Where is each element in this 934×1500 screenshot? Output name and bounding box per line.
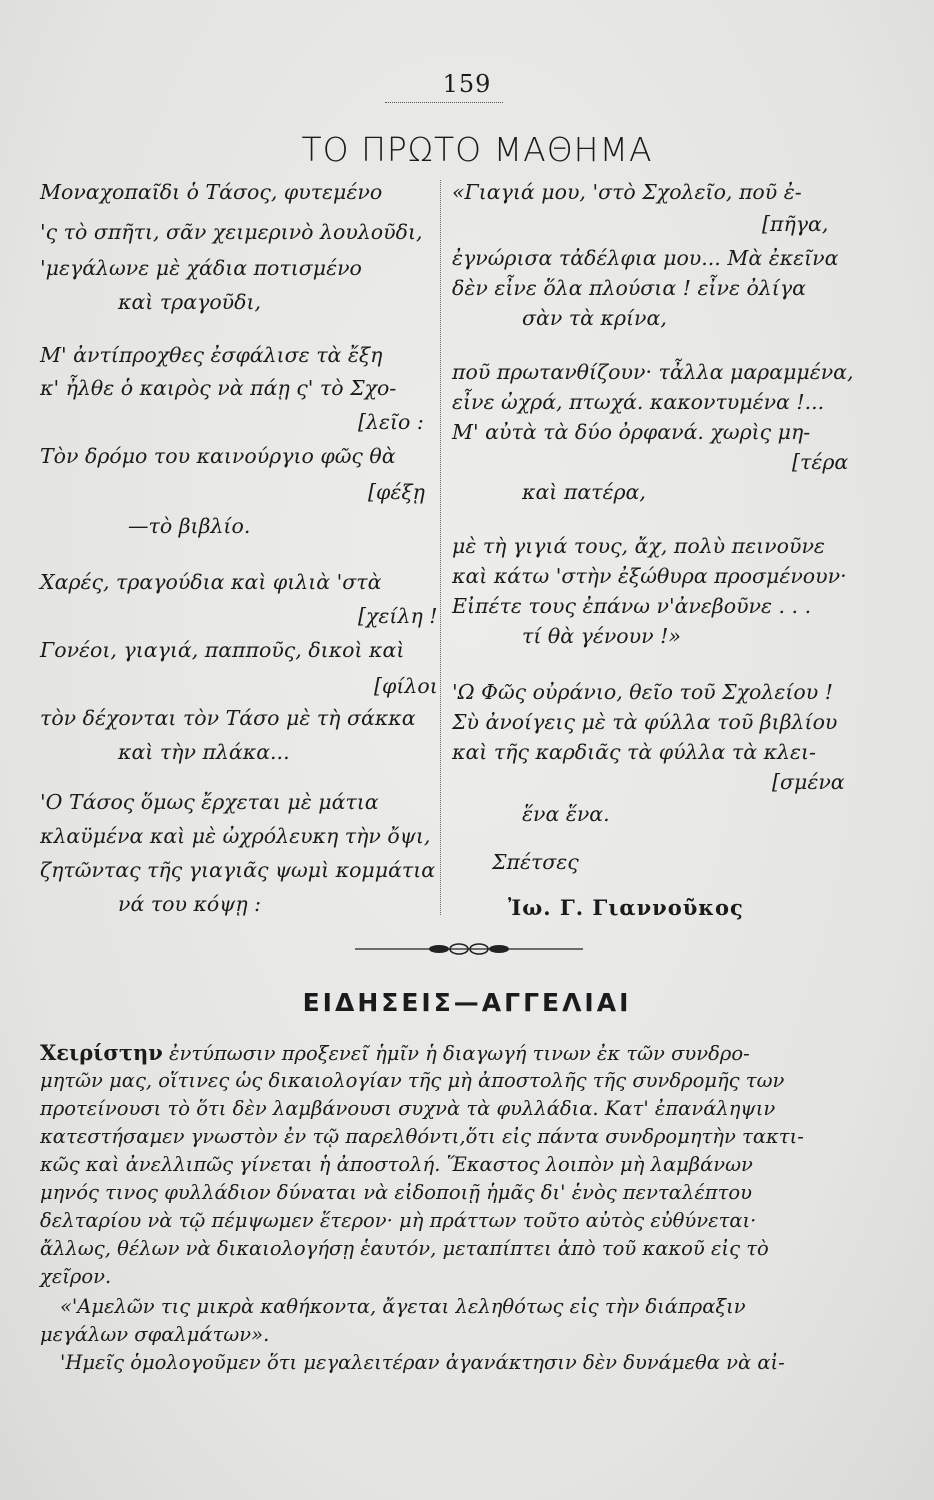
poem-line: ποῦ πρωτανθίζουν· τἆλλα μαραμμένα,: [452, 360, 854, 384]
poem-line: ζητῶντας τῆς γιαγιᾶς ψωμὶ κομμάτια: [40, 858, 436, 882]
poem-line: τί θὰ γένουν !»: [522, 624, 681, 648]
news-line: δελταρίου νὰ τῷ πέμψωμεν ἕτερον· μὴ πράττων τοῦτο αὐτὸς εὐθύνεται·: [40, 1209, 757, 1232]
poem-line: [σμένα: [772, 770, 845, 794]
news-line: μεγάλων σφαλμάτων».: [40, 1323, 270, 1346]
poem-signature: Ἰω. Γ. Γιαννοῦκος: [508, 895, 744, 920]
poem-line: [τέρα: [792, 450, 849, 474]
poem-line: Τὸν δρόμο του καινούργιο φῶς θὰ: [40, 444, 396, 468]
poem-line: Γονέοι, γιαγιά, παπποῦς, δικοὶ καὶ: [40, 638, 405, 662]
poem-line: μὲ τὴ γιγιά τους, ἄχ, πολὺ πεινοῦνε: [452, 534, 825, 558]
news-line: «'Αμελῶν τις μικρὰ καθήκοντα, ἄγεται λεληθότως εἰς τὴν διάπραξιν: [60, 1295, 746, 1318]
poem-line: καὶ τραγοῦδι,: [118, 290, 262, 314]
poem-line: εἶνε ὠχρά, πτωχά. κακοντυμένα !...: [452, 390, 825, 414]
news-lead-word: Χειρίστην: [40, 1040, 163, 1065]
poem-line: Χαρές, τραγούδια καὶ φιλιὰ 'στὰ: [40, 570, 382, 594]
poem-line: Εἰπέτε τους ἐπάνω ν'ἀνεβοῦνε . . .: [452, 594, 812, 618]
poem-line: καὶ τὴν πλάκα...: [118, 740, 290, 764]
poem-left-column: [40, 178, 438, 918]
poem-line: καὶ πατέρα,: [522, 480, 646, 504]
poem-line: ἕνα ἕνα.: [522, 802, 610, 826]
poem-line: [φίλοι: [374, 674, 438, 698]
news-body: [40, 1040, 890, 1430]
news-line: [40, 1040, 750, 1067]
poem-line: [χείλη !: [358, 604, 438, 628]
news-line: κῶς καὶ ἀνελλιπῶς γίνεται ἡ ἀποστολή. Ἕκαστος λοιπὸν μὴ λαμβάνων: [40, 1153, 753, 1176]
news-line: 'Ημεῖς ὁμολογοῦμεν ὅτι μεγαλειτέραν ἀγανάκτησιν δὲν δυνάμεθα νὰ αἰ-: [60, 1351, 785, 1374]
news-line-text: ἐντύπωσιν προξενεῖ ἡμῖν ἡ διαγωγή τινων ἐκ τῶν συνδρο-: [169, 1042, 750, 1065]
poem-line: σὰν τὰ κρίνα,: [522, 306, 667, 330]
news-line: μητῶν μας, οἵτινες ὡς δικαιολογίαν τῆς μὴ ἀποστολῆς τῆς συνδρομῆς των: [40, 1069, 785, 1092]
column-divider: [440, 180, 441, 915]
poem-line: Σὺ ἀνοίγεις μὲ τὰ φύλλα τοῦ βιβλίου: [452, 710, 838, 734]
news-line: χεῖρον.: [40, 1265, 112, 1288]
poem-line: [λεῖο :: [358, 410, 424, 434]
poem-title: ΤΟ ΠΡΩΤΟ ΜΑΘΗΜΑ: [301, 130, 653, 169]
poem-line: καὶ κάτω 'στὴν ἐξώθυρα προσμένουν·: [452, 564, 847, 588]
poem-line: δὲν εἶνε ὅλα πλούσια ! εἶνε ὀλίγα: [452, 276, 806, 300]
poem-line: κλαϋμένα καὶ μὲ ὠχρόλευκη τὴν ὄψι,: [40, 824, 431, 848]
poem-line: «Γιαγιά μου, 'στὸ Σχολεῖο, ποῦ ἐ-: [452, 180, 802, 204]
poem-line: 'Ω Φῶς οὐράνιο, θεῖο τοῦ Σχολείου !: [452, 680, 833, 704]
poem-location: Σπέτσες: [492, 850, 579, 874]
poem-line: 'ς τὸ σπῆτι, σᾶν χειμερινὸ λουλοῦδι,: [40, 220, 423, 244]
page-number: 159: [442, 70, 492, 98]
news-line: κατεστήσαμεν γνωστὸν ἐν τῷ παρελθόντι,ὅτι εἰς πάντα συνδρομητὴν τακτι-: [40, 1125, 804, 1148]
poem-line: —τὸ βιβλίο.: [128, 514, 251, 538]
poem-line: Μ' ἀντίπροχθες ἐσφάλισε τὰ ἔξη: [40, 343, 383, 367]
news-line: ἄλλως, θέλων νὰ δικαιολογήσῃ ἑαυτόν, μεταπίπτει ἀπὸ τοῦ κακοῦ εἰς τὸ: [40, 1237, 769, 1260]
news-section-title: ΕΙΔΗΣΕΙΣ—ΑΓΓΕΛΙΑΙ: [302, 988, 632, 1017]
poem-line: [πῆγα,: [762, 212, 829, 236]
poem-line: κ' ἦλθε ὁ καιρὸς νὰ πάῃ ς' τὸ Σχο-: [40, 376, 397, 400]
poem-line: ἐγνώρισα τἀδέλφια μου... Μὰ ἐκεῖνα: [452, 246, 839, 270]
poem-line: Μοναχοπαῖδι ὁ Τάσος, φυτεμένο: [40, 180, 383, 204]
poem-line: 'Ο Τάσος ὅμως ἔρχεται μὲ μάτια: [40, 790, 379, 814]
poem-line: νά του κόψῃ :: [118, 892, 262, 916]
news-line: μηνός τινος φυλλάδιον δύναται νὰ εἰδοποιῇ ἡμᾶς δι' ἑνὸς πενταλέπτου: [40, 1181, 752, 1204]
divider-ornament: [355, 942, 583, 956]
poem-line: Μ' αὐτὰ τὰ δύο ὀρφανά. χωρὶς μη-: [452, 420, 811, 444]
poem-line: καὶ τῆς καρδιᾶς τὰ φύλλα τὰ κλει-: [452, 740, 816, 764]
header-rule: [385, 102, 503, 103]
poem-line: [φέξῃ: [368, 480, 425, 504]
poem-right-column: [452, 178, 892, 878]
poem-line: 'μεγάλωνε μὲ χάδια ποτισμένο: [40, 256, 362, 280]
news-line: προτείνουσι τὸ ὅτι δὲν λαμβάνουσι συχνὰ τὰ φυλλάδια. Κατ' ἐπανάληψιν: [40, 1097, 776, 1120]
poem-line: τὸν δέχονται τὸν Τάσο μὲ τὴ σάκκα: [40, 706, 416, 730]
